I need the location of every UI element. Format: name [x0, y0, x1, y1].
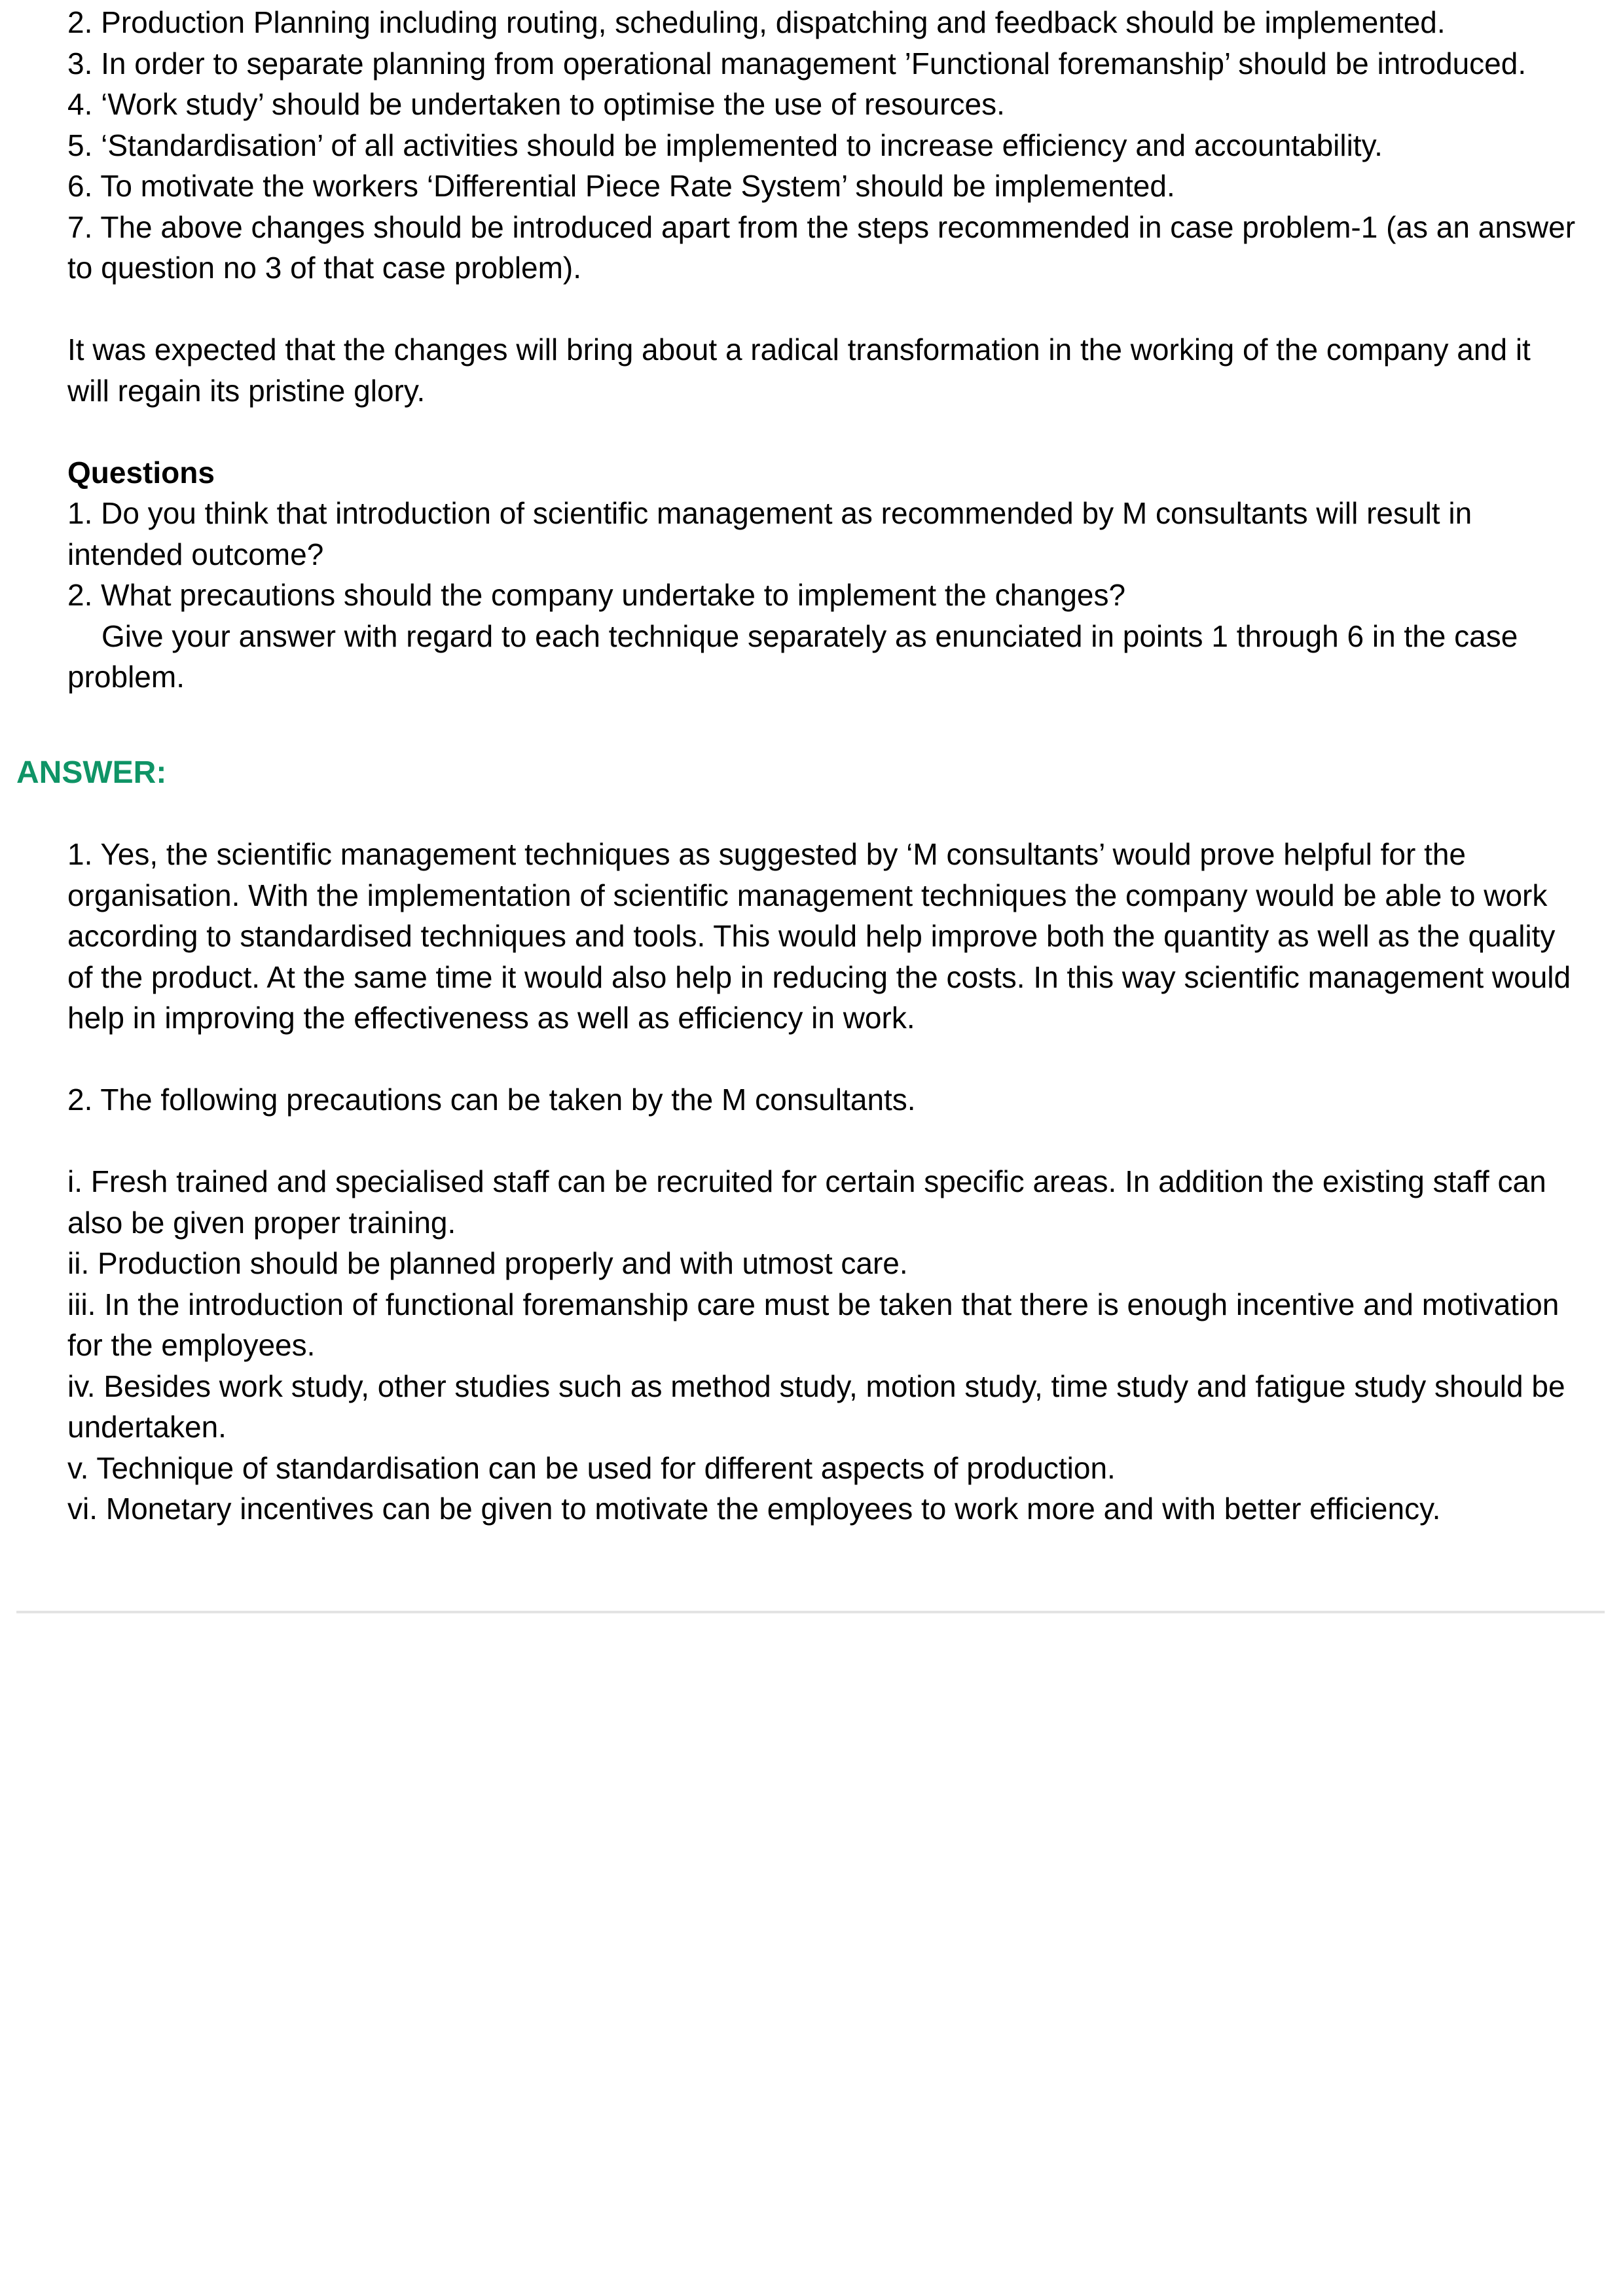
recommendation-7-continued: to question no 3 of that case problem). [67, 251, 582, 285]
precaution-iv-continued: undertaken. [67, 1410, 227, 1444]
precaution-iii-continued: for the employees. [67, 1328, 316, 1362]
question-1-continued: intended outcome? [67, 537, 324, 571]
recommendation-2: 2. Production Planning including routing, scheduling, dispatching and feedback should be implemented. [67, 5, 1446, 39]
recommendation-3: 3. In order to separate planning from operational management ’Functional foremanship’ should be introduced. [67, 46, 1527, 81]
recommendation-4: 4. ‘Work study’ should be undertaken to optimise the use of resources. [67, 87, 1005, 121]
answer-1-line: of the product. At the same time it would also help in reducing the costs. In this way scientific management would [67, 960, 1571, 994]
questions-section [67, 452, 1613, 698]
answer-heading: ANSWER: [16, 755, 167, 790]
recommendation-7: 7. The above changes should be introduced apart from the steps recommended in case problem-1 (as an answer [67, 209, 1576, 244]
answer-2-intro: 2. The following precautions can be taken by the M consultants. [67, 1083, 916, 1117]
answer-1-paragraph [67, 834, 1613, 1039]
precaution-i-continued: also be given proper training. [67, 1205, 456, 1240]
answer-1-line: according to standardised techniques and tools. This would help improve both the quantity as well as the quality [67, 919, 1556, 953]
expectation-paragraph [67, 329, 1613, 411]
spacer [67, 411, 1613, 452]
expectation-line: will regain its pristine glory. [67, 373, 426, 408]
spacer [67, 1121, 1613, 1162]
recommendation-6: 6. To motivate the workers ‘Differential Piece Rate System’ should be implemented. [67, 169, 1175, 203]
questions-heading: Questions [67, 455, 215, 490]
spacer [67, 289, 1613, 330]
precaution-iv: iv. Besides work study, other studies such as method study, motion study, time study and fatigue study should be [67, 1369, 1565, 1403]
expectation-line: It was expected that the changes will bring about a radical transformation in the working of the company and it [67, 332, 1531, 367]
answer-1-line: 1. Yes, the scientific management techniques as suggested by ‘M consultants’ would prove helpful for the [67, 837, 1467, 871]
section-divider [16, 1611, 1605, 1613]
recommendation-5: 5. ‘Standardisation’ of all activities should be implemented to increase efficiency and accountability. [67, 128, 1383, 162]
precaution-iii: iii. In the introduction of functional foremanship care must be taken that there is enough incentive and motivation [67, 1287, 1559, 1321]
precautions-list [67, 1161, 1613, 1530]
precaution-vi: vi. Monetary incentives can be given to motivate the employees to work more and with better efficiency. [67, 1492, 1441, 1526]
case-problem-section [67, 2, 1613, 698]
question-1: 1. Do you think that introduction of scientific management as recommended by M consultants will result in [67, 496, 1472, 530]
precaution-ii: ii. Production should be planned properly and with utmost care. [67, 1246, 908, 1280]
spacer [67, 1039, 1613, 1080]
precaution-v: v. Technique of standardisation can be used for different aspects of production. [67, 1450, 1116, 1485]
precaution-i: i. Fresh trained and specialised staff can be recruited for certain specific areas. In addition the existing staff can [67, 1164, 1546, 1198]
question-2: 2. What precautions should the company undertake to implement the changes? [67, 578, 1126, 612]
answer-section [67, 834, 1613, 1530]
answer-1-line: organisation. With the implementation of scientific management techniques the company would be able to work [67, 878, 1548, 912]
answer-1-line: help in improving the effectiveness as well as efficiency in work. [67, 1001, 915, 1035]
question-2-instruction-continued: problem. [67, 660, 185, 694]
question-2-instruction: Give your answer with regard to each technique separately as enunciated in points 1 through 6 in the case [101, 619, 1518, 653]
recommendations-list [67, 2, 1613, 289]
